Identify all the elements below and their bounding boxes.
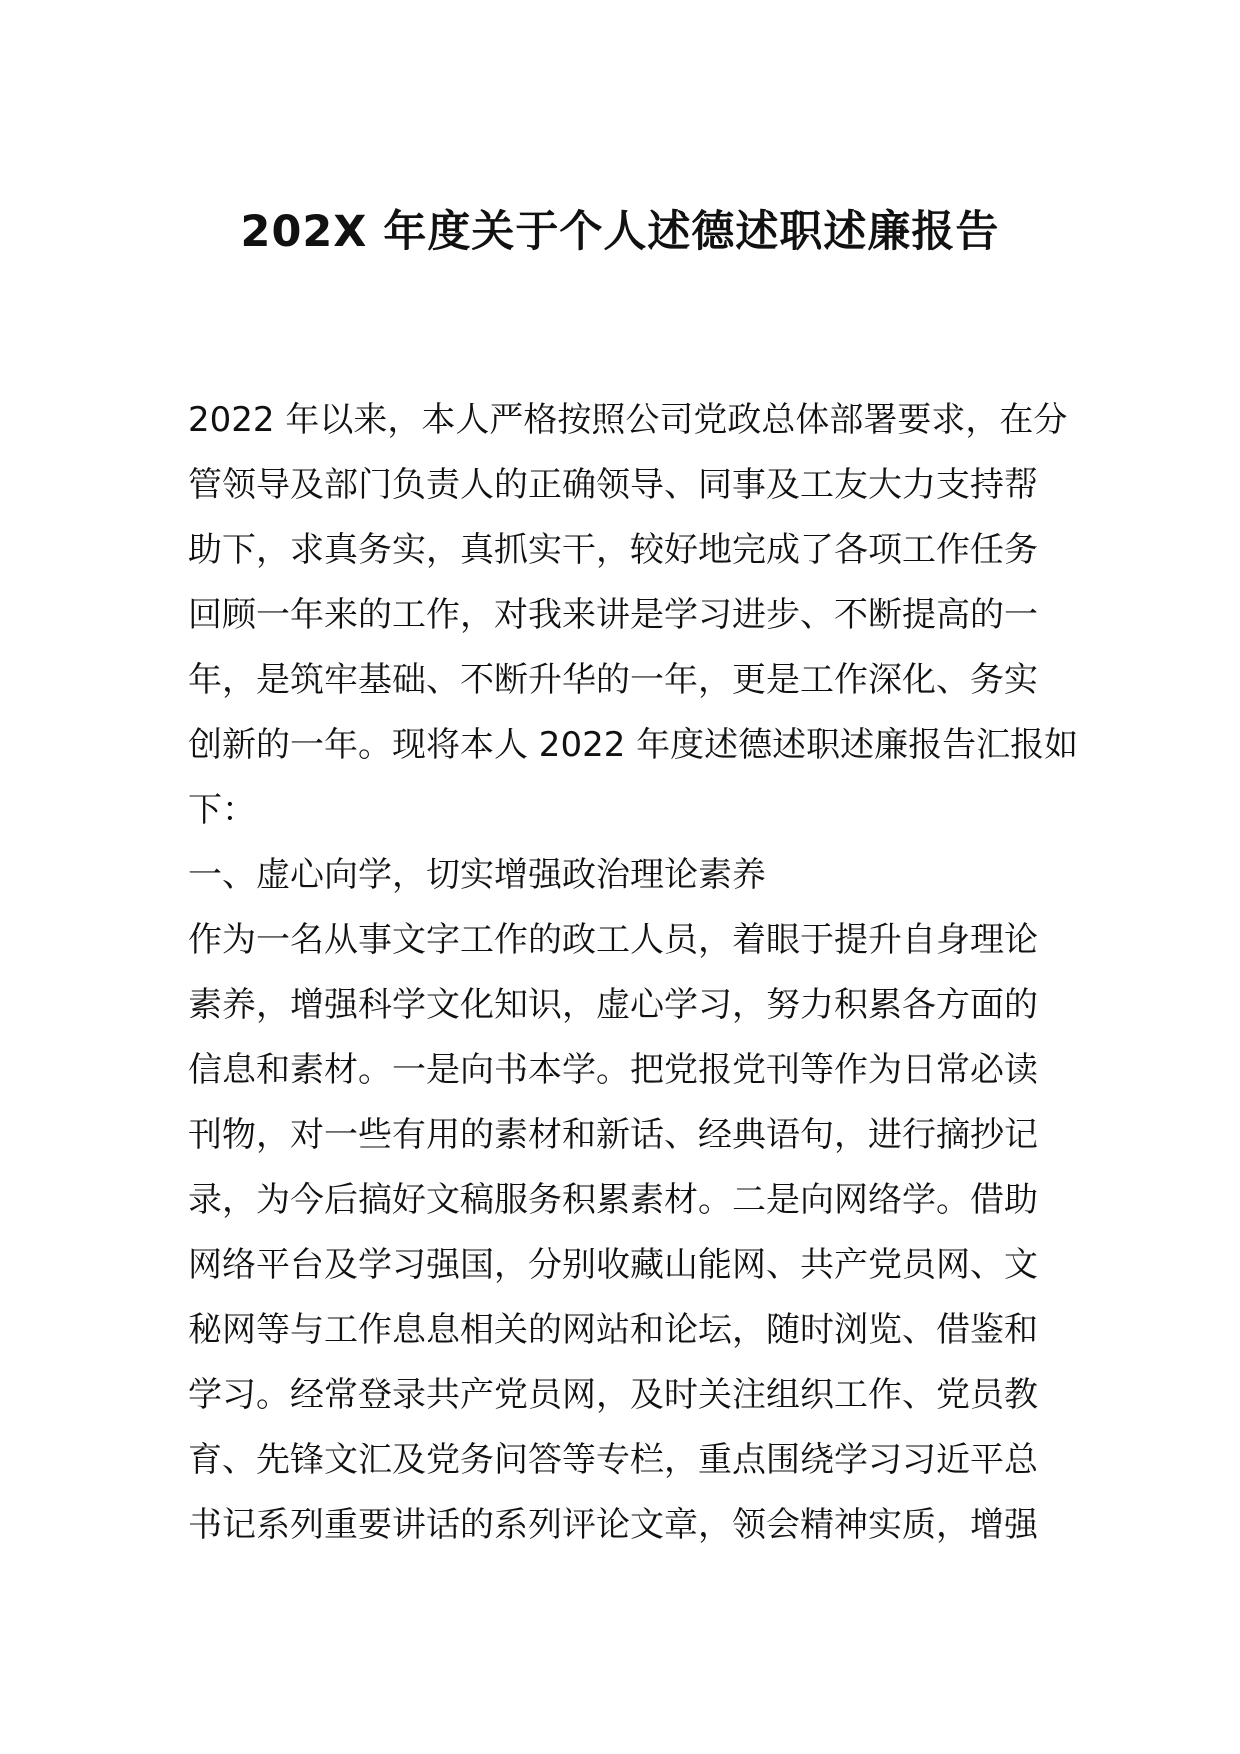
body-line: 助下，求真务实，真抓实干，较好地完成了各项工作任务 <box>188 530 1038 570</box>
body-line: 信息和素材。一是向书本学。把党报党刊等作为日常必读 <box>188 1050 1038 1090</box>
document-title: 202X 年度关于个人述德述职述廉报告 <box>240 207 1000 257</box>
body-line: 下： <box>188 790 256 830</box>
body-line: 年，是筑牢基础、不断升华的一年，更是工作深化、务实 <box>188 660 1038 700</box>
body-line: 育、先锋文汇及党务问答等专栏，重点围绕学习习近平总 <box>188 1440 1038 1480</box>
body-line: 学习。经常登录共产党员网，及时关注组织工作、党员教 <box>188 1375 1038 1415</box>
document-body <box>188 388 1079 1558</box>
body-line: 作为一名从事文字工作的政工人员，着眼于提升自身理论 <box>188 920 1038 960</box>
body-line: 创新的一年。现将本人 2022 年度述德述职述廉报告汇报如 <box>188 725 1079 765</box>
body-line: 刊物，对一些有用的素材和新话、经典语句，进行摘抄记 <box>188 1115 1038 1155</box>
body-line: 管领导及部门负责人的正确领导、同事及工友大力支持帮 <box>188 465 1038 505</box>
body-line: 秘网等与工作息息相关的网站和论坛，随时浏览、借鉴和 <box>188 1310 1038 1350</box>
body-line: 回顾一年来的工作，对我来讲是学习进步、不断提高的一 <box>188 595 1038 635</box>
body-line: 录，为今后搞好文稿服务积累素材。二是向网络学。借助 <box>188 1180 1038 1220</box>
section-heading: 一、虚心向学，切实增强政治理论素养 <box>188 855 766 895</box>
body-line: 素养，增强科学文化知识，虚心学习，努力积累各方面的 <box>188 985 1038 1025</box>
body-line: 网络平台及学习强国，分别收藏山能网、共产党员网、文 <box>188 1245 1038 1285</box>
body-line: 2022 年以来，本人严格按照公司党政总体部署要求，在分 <box>188 400 1068 440</box>
body-line: 书记系列重要讲话的系列评论文章，领会精神实质，增强 <box>188 1505 1038 1545</box>
